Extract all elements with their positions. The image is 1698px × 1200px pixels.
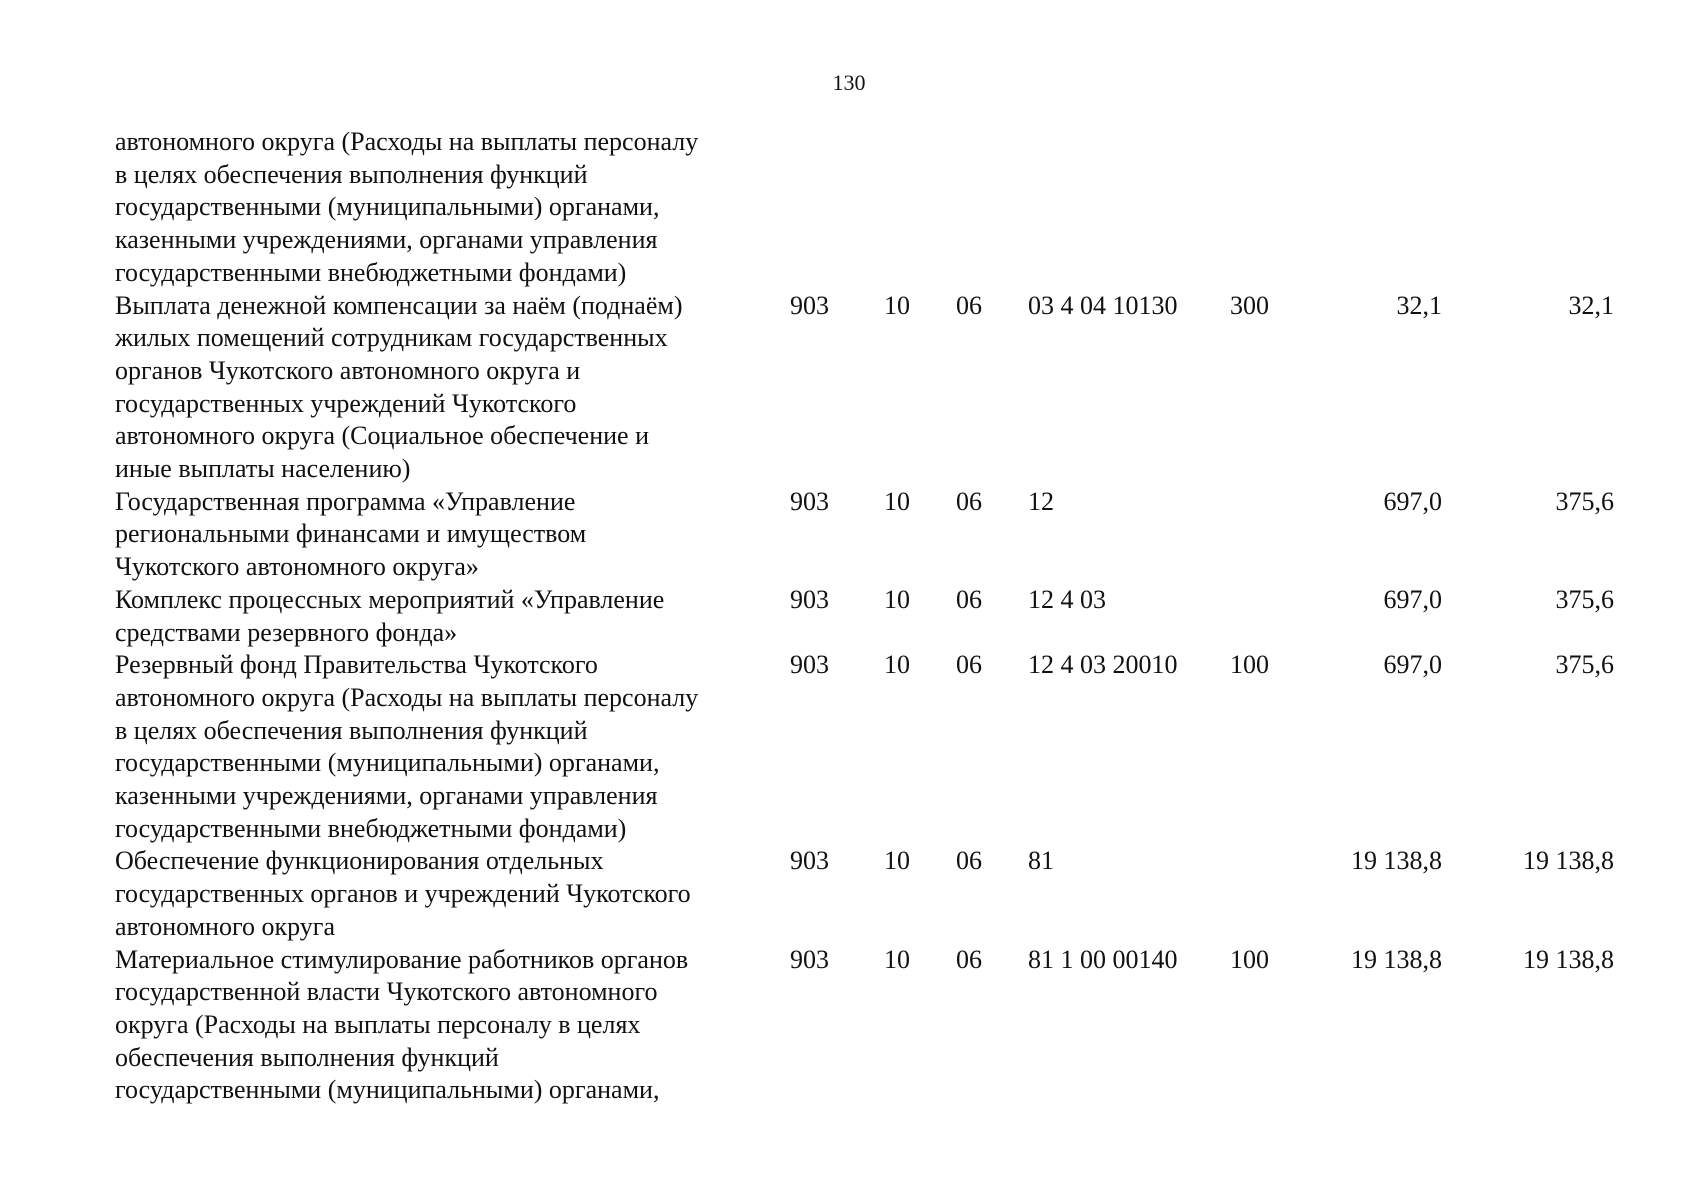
target-article-cell: 12 — [1028, 486, 1054, 516]
admin-code-cell: 903 — [790, 290, 829, 320]
amount-approved-cell: 697,0 — [1383, 486, 1442, 516]
target-article-cell: 81 1 00 00140 — [1028, 944, 1178, 974]
item-name-line: Комплекс процессных мероприятий «Управление — [115, 584, 665, 614]
item-name-line: государственных органов и учреждений Чукотского — [115, 879, 691, 909]
item-name-cell — [115, 584, 790, 649]
admin-code-cell: 903 — [790, 650, 829, 680]
item-name-line: государственных учреждений Чукотского — [115, 388, 577, 418]
expense-type-cell: 300 — [1230, 290, 1269, 320]
item-name-line: Материальное стимулирование работников органов — [115, 944, 689, 974]
item-name-line: Резервный фонд Правительства Чукотского — [115, 650, 598, 680]
item-name-cell — [115, 944, 790, 1108]
admin-code-cell: 903 — [790, 584, 829, 614]
target-article-cell: 81 — [1028, 846, 1054, 876]
expense-type-cell — [1230, 584, 1330, 649]
section-code-cell: 10 — [884, 650, 910, 680]
item-name-line: автономного округа (Социальное обеспечение и — [115, 421, 650, 451]
section-code-cell: 10 — [884, 944, 910, 974]
item-name-line: округа (Расходы на выплаты персоналу в целях — [115, 1009, 641, 1039]
table-body — [115, 126, 1614, 1107]
target-article-cell: 12 4 03 — [1028, 584, 1106, 614]
amount-executed-cell — [1442, 126, 1614, 290]
expense-type-cell: 100 — [1230, 650, 1269, 680]
table-row — [115, 845, 1614, 943]
section-code-cell: 10 — [884, 290, 910, 320]
item-name-cell — [115, 126, 790, 290]
item-name-line: Государственная программа «Управление — [115, 486, 576, 516]
admin-code-cell: 903 — [790, 944, 829, 974]
item-name-line: жилых помещений сотрудникам государственных — [115, 323, 668, 353]
amount-executed-cell: 375,6 — [1555, 584, 1614, 614]
item-name-line: в целях обеспечения выполнения функций — [115, 159, 588, 189]
item-name-line: казенными учреждениями, органами управления — [115, 781, 658, 811]
admin-code-cell — [790, 126, 884, 290]
target-article-cell: 03 4 04 10130 — [1028, 290, 1178, 320]
expense-type-cell — [1230, 845, 1330, 943]
subsection-code-cell: 06 — [956, 584, 982, 614]
admin-code-cell: 903 — [790, 486, 829, 516]
amount-approved-cell: 19 138,8 — [1351, 944, 1442, 974]
amount-approved-cell: 19 138,8 — [1351, 846, 1442, 876]
item-name-line: органов Чукотского автономного округа и — [115, 355, 581, 385]
section-code-cell — [884, 126, 956, 290]
item-name-line: иные выплаты населению) — [115, 454, 411, 484]
subsection-code-cell: 06 — [956, 650, 982, 680]
expense-type-cell: 100 — [1230, 944, 1269, 974]
item-name-line: государственной власти Чукотского автономного — [115, 977, 658, 1007]
item-name-line: государственными внебюджетными фондами) — [115, 257, 627, 287]
amount-executed-cell: 32,1 — [1568, 290, 1614, 320]
target-article-cell — [1028, 126, 1230, 290]
item-name-cell — [115, 290, 790, 486]
item-name-line: средствами резервного фонда» — [115, 617, 458, 647]
subsection-code-cell: 06 — [956, 290, 982, 320]
subsection-code-cell — [956, 126, 1028, 290]
table-row — [115, 126, 1614, 290]
item-name-line: государственными (муниципальными) органами, — [115, 1075, 660, 1105]
item-name-line: Чукотского автономного округа» — [115, 552, 479, 582]
item-name-line: в целях обеспечения выполнения функций — [115, 715, 588, 745]
subsection-code-cell: 06 — [956, 846, 982, 876]
item-name-line: Выплата денежной компенсации за наём (поднаём) — [115, 290, 683, 320]
table-row — [115, 486, 1614, 584]
expense-type-cell — [1230, 486, 1330, 584]
amount-executed-cell: 375,6 — [1555, 486, 1614, 516]
target-article-cell: 12 4 03 20010 — [1028, 650, 1178, 680]
table-row — [115, 649, 1614, 845]
section-code-cell: 10 — [884, 486, 910, 516]
item-name-line: государственными внебюджетными фондами) — [115, 813, 627, 843]
amount-approved-cell — [1330, 126, 1442, 290]
subsection-code-cell: 06 — [956, 944, 982, 974]
table-row — [115, 290, 1614, 486]
budget-table — [115, 126, 1614, 1107]
amount-executed-cell: 375,6 — [1555, 650, 1614, 680]
amount-executed-cell: 19 138,8 — [1523, 944, 1614, 974]
table-row — [115, 584, 1614, 649]
page-number: 130 — [832, 70, 866, 95]
amount-approved-cell: 32,1 — [1396, 290, 1442, 320]
item-name-cell — [115, 486, 790, 584]
subsection-code-cell: 06 — [956, 486, 982, 516]
item-name-cell — [115, 845, 790, 943]
amount-approved-cell: 697,0 — [1383, 650, 1442, 680]
item-name-line: Обеспечение функционирования отдельных — [115, 846, 604, 876]
item-name-line: обеспечения выполнения функций — [115, 1042, 499, 1072]
item-name-cell — [115, 649, 790, 845]
item-name-line: государственными (муниципальными) органами, — [115, 192, 660, 222]
item-name-line: автономного округа (Расходы на выплаты персоналу — [115, 682, 699, 712]
amount-executed-cell: 19 138,8 — [1523, 846, 1614, 876]
item-name-line: казенными учреждениями, органами управления — [115, 225, 658, 255]
section-code-cell: 10 — [884, 584, 910, 614]
item-name-line: автономного округа (Расходы на выплаты персоналу — [115, 127, 699, 156]
item-name-line: государственными (муниципальными) органами, — [115, 748, 660, 778]
expense-type-cell — [1230, 126, 1330, 290]
amount-approved-cell: 697,0 — [1383, 584, 1442, 614]
table-row — [115, 944, 1614, 1108]
admin-code-cell: 903 — [790, 846, 829, 876]
item-name-line: региональными финансами и имуществом — [115, 519, 587, 549]
item-name-line: автономного округа — [115, 911, 335, 941]
section-code-cell: 10 — [884, 846, 910, 876]
